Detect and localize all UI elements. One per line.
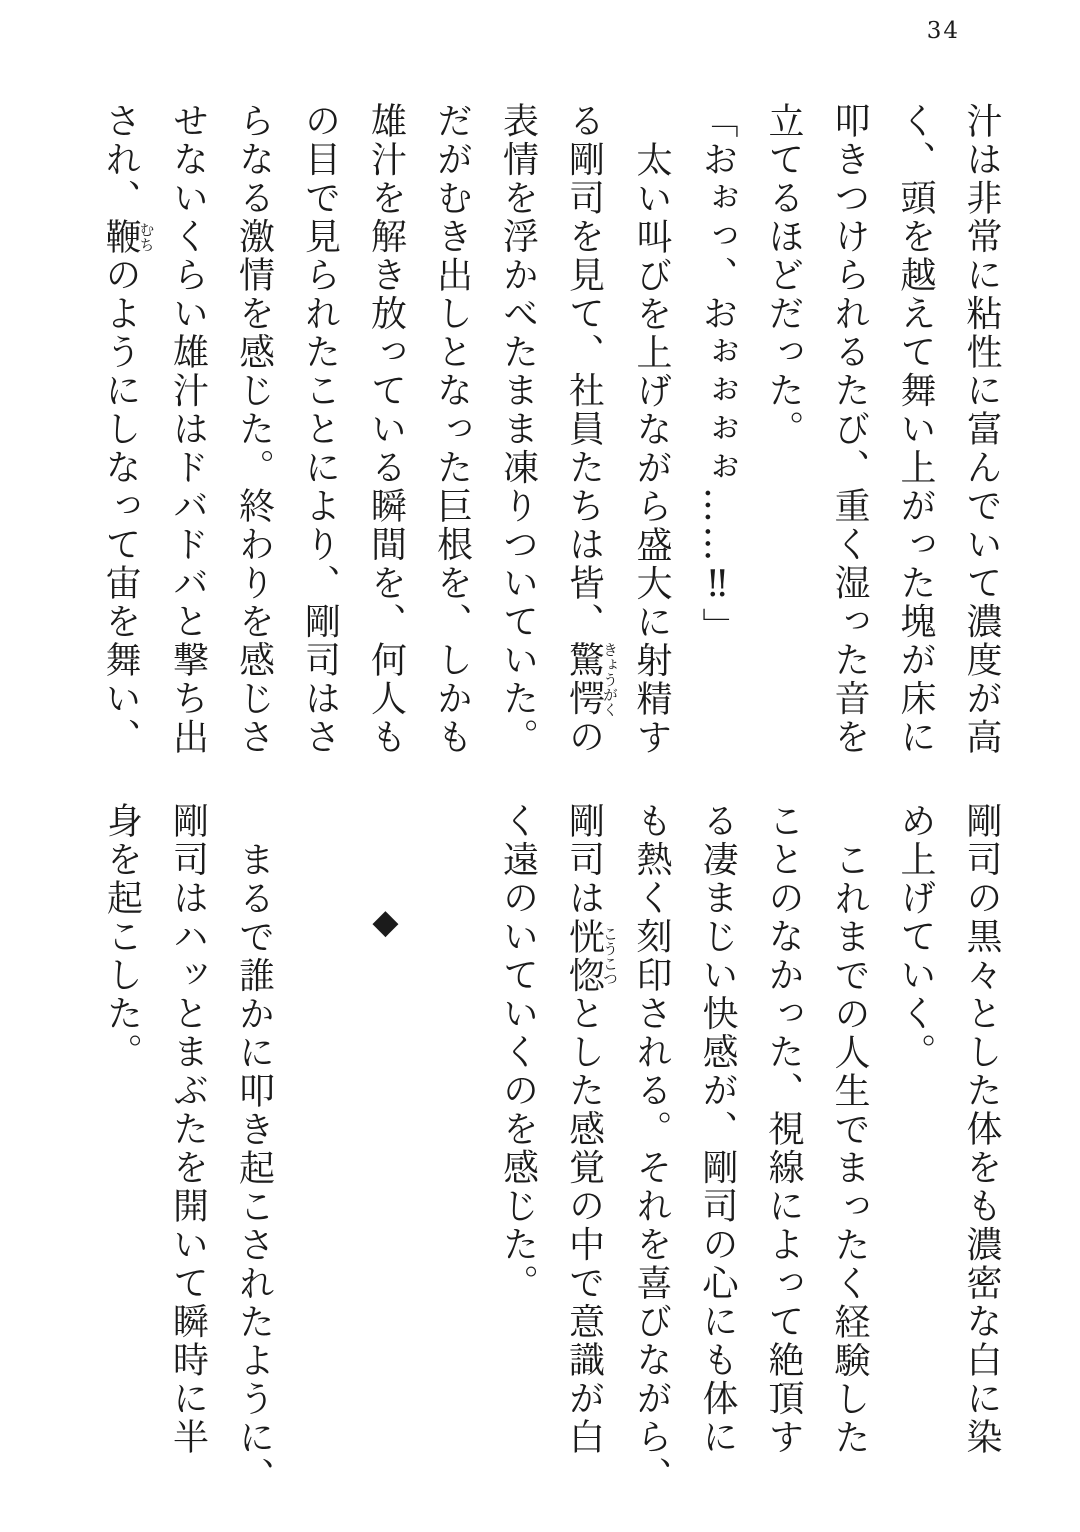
text-column: まるで誰かに叩き起こされたように、 bbox=[233, 840, 275, 1495]
ruby-annotated-word: 鞭むち bbox=[100, 217, 156, 256]
text-column: 雄汁を解き放っている瞬間を、何人も bbox=[365, 102, 407, 757]
text-column: せないくらい雄汁はドバドバと撃ち出 bbox=[167, 102, 209, 757]
text-column: る凄まじい快感が、剛司の心にも体に bbox=[697, 802, 738, 1457]
text-column: 「おぉっ、おぉぉぉぉ……‼」 bbox=[697, 102, 738, 646]
ruby-annotated-word: 驚愕きょうがく bbox=[563, 641, 619, 718]
text-column: だがむき出しとなった巨根を、しかも bbox=[431, 102, 473, 757]
text-column: され、鞭むちのようにしなって宙を舞い、 bbox=[100, 102, 156, 757]
ruby-annotated-word: 恍惚こうこつ bbox=[563, 917, 619, 995]
text-column: の目で見られたことにより、剛司はさ bbox=[299, 102, 341, 757]
text-column: 身を起こした。 bbox=[101, 802, 143, 1072]
text-band-bottom bbox=[90, 802, 1014, 1495]
text-column: め上げていく。 bbox=[895, 802, 936, 1072]
text-column: く、頭を越えて舞い上がった塊が床に bbox=[895, 102, 936, 757]
text-column: 剛司の黒々とした体をも濃密な白に染 bbox=[961, 802, 1002, 1457]
text-column: く遠のいていくのを感じた。 bbox=[497, 802, 539, 1303]
text-column: 叩きつけられるたび、重く湿った音を bbox=[829, 102, 870, 757]
text-column: も熱く刻印される。それを喜びながら、 bbox=[631, 802, 672, 1495]
text-column: る剛司を見て、社員たちは皆、驚愕きょうがくの bbox=[563, 102, 619, 757]
text-column: らなる激情を感じた。終わりを感じさ bbox=[233, 102, 275, 757]
text-column: 剛司は恍惚こうこつとした感覚の中で意識が白 bbox=[563, 802, 619, 1457]
text-column: 剛司はハッとまぶたを開いて瞬時に半 bbox=[167, 802, 209, 1457]
text-column: 表情を浮かべたまま凍りついていた。 bbox=[497, 102, 539, 757]
text-band-top bbox=[90, 102, 1014, 774]
text-column: 太い叫びを上げながら盛大に射精す bbox=[631, 140, 672, 757]
text-column: ことのなかった、視線によって絶頂す bbox=[763, 802, 804, 1457]
page-number: 34 bbox=[926, 18, 960, 44]
section-break-diamond: ◆ bbox=[365, 902, 406, 942]
text-column: 立てるほどだった。 bbox=[763, 102, 804, 449]
text-column: 汁は非常に粘性に富んでいて濃度が高 bbox=[961, 102, 1002, 757]
text-column: これまでの人生でまったく経験した bbox=[829, 840, 870, 1457]
